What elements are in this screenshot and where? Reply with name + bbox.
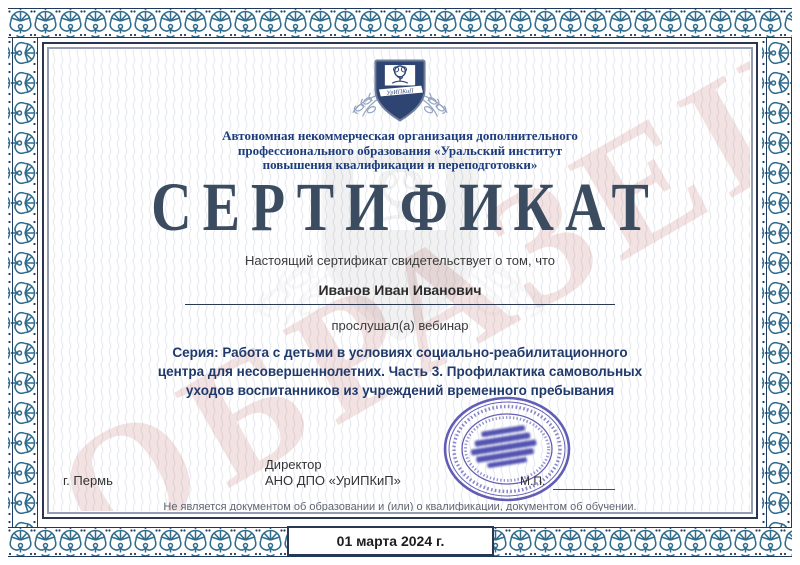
date-box xyxy=(287,526,494,556)
logo-ribbon-text: УрИПКиП xyxy=(386,88,414,97)
director-title: Директор xyxy=(265,457,322,472)
city-label: г. Пермь xyxy=(63,473,113,488)
disclaimer-text: Не является документом об образовании и (или) о квалификации, документом об обучении. xyxy=(163,501,637,511)
border-ornament-top xyxy=(8,8,792,38)
signature-line xyxy=(553,489,615,490)
institute-logo xyxy=(341,55,459,129)
director-block xyxy=(265,457,401,489)
action-text: прослушал(а) вебинар xyxy=(331,318,469,333)
recipient-name: Иванов Иван Иванович xyxy=(318,282,482,298)
certificate-title: СЕРТИФИКАТ xyxy=(151,170,660,246)
course-title-line: центра для несовершеннолетних. Часть 3. Профилактика самовольных xyxy=(157,364,643,379)
recipient-underline xyxy=(185,304,615,305)
official-stamp xyxy=(442,395,572,503)
stamp-center-text xyxy=(468,424,539,471)
statement-text: Настоящий сертификат свидетельствует о том, что xyxy=(244,253,556,268)
organization-name-line: Автономная некоммерческая организация дополнительного xyxy=(222,128,578,143)
border-ornament-right xyxy=(762,38,792,527)
course-title xyxy=(50,343,750,400)
border-ornament-left xyxy=(8,38,38,527)
stamp-place-label: М.П. xyxy=(520,474,546,488)
course-title-line: уходов воспитанников из учреждений временного пребывания xyxy=(185,383,615,398)
organization-name-line: профессионального образования «Уральский институт xyxy=(237,142,563,158)
organization-name-line: повышения квалификации и переподготовки» xyxy=(262,157,538,172)
date-text: 01 марта 2024 г. xyxy=(336,533,445,549)
organization-name xyxy=(50,129,750,173)
certificate-content xyxy=(50,50,750,511)
course-title-line: Серия: Работа с детьми в условиях социально-реабилитационного xyxy=(172,345,628,360)
director-organization: АНО ДПО «УрИПКиП» xyxy=(265,473,401,488)
